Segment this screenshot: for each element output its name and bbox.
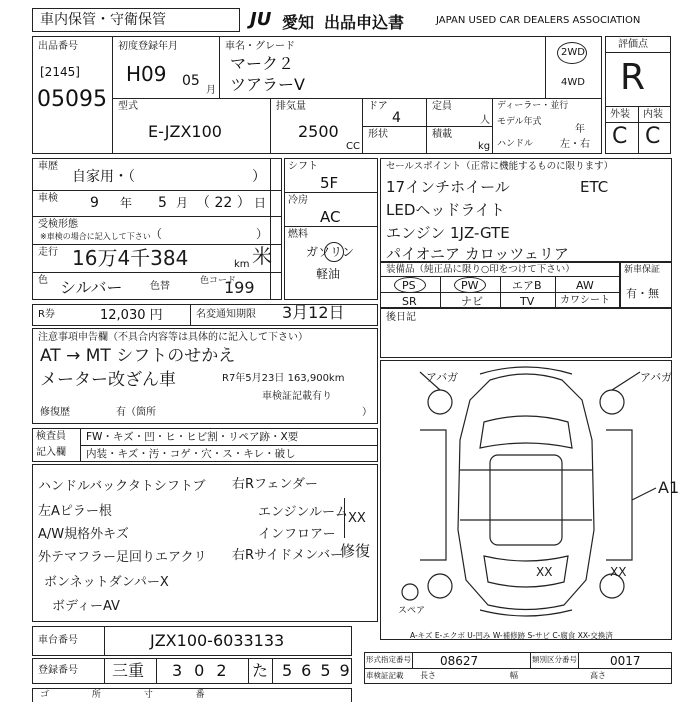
color-code-label: 色コード xyxy=(200,276,237,286)
inspection-year: 9 xyxy=(90,195,99,211)
inspection-year-unit: 年 xyxy=(120,196,133,210)
warranty-label: 新車保証 xyxy=(624,265,661,275)
fuel-gas: ガソリン xyxy=(306,245,355,259)
remark-5: ボンネットダンパーX xyxy=(44,575,169,590)
approval-label: 受検形態 xyxy=(38,219,78,230)
remark-right-1: 右Rフェンダー xyxy=(232,477,318,492)
later-input-box xyxy=(380,308,672,358)
doors-value: 4 xyxy=(392,110,401,126)
plate-number: 5659 xyxy=(282,661,359,680)
recycle-label: R券 xyxy=(38,309,55,320)
inspection-label: 車検 xyxy=(38,193,58,204)
notes-label: 注意事項申告欄（不具合内容等は具体的に記入して下さい） xyxy=(38,332,308,343)
notes-line2: メーター改ざん車 xyxy=(40,370,176,390)
repair-value: 有（箇所 xyxy=(116,407,156,418)
designation-value: 08627 xyxy=(440,654,479,668)
lot-number: 05095 xyxy=(37,87,107,112)
inspector-row-1: FW・キズ・凹・ヒ・ヒビ割・リペア跡・X要 xyxy=(86,431,299,443)
equip-ps: PS xyxy=(402,279,416,292)
type-label: 型式 xyxy=(118,101,138,112)
displacement-value: 2500 xyxy=(298,122,339,141)
inspector-label-1: 検査員 xyxy=(36,431,66,442)
category-label: 類別区分番号 xyxy=(532,655,577,664)
certificate-label: 車検証記載 xyxy=(366,671,404,680)
car-diagram xyxy=(380,360,672,622)
handle-label: ハンドル xyxy=(497,139,534,149)
equipment-label: 装備品（純正品に限り○印をつけて下さい） xyxy=(386,264,575,275)
notes-line2b: R7年5月23日 163,900km xyxy=(222,373,345,384)
plate-region: 三重 xyxy=(112,661,145,680)
mileage-label: 走行 xyxy=(38,247,58,258)
ac-label: 冷房 xyxy=(288,195,308,206)
recycle-value: 12,030 円 xyxy=(100,308,163,323)
model-label: 車名・グレード xyxy=(225,41,295,52)
inspection-month: 5 xyxy=(158,195,167,211)
capacity-unit: 人 xyxy=(480,115,490,126)
inspector-label-2: 記入欄 xyxy=(36,447,66,458)
fuel-label: 燃料 xyxy=(288,229,308,240)
equip-airbag: エアB xyxy=(512,279,542,292)
color-value: シルバー xyxy=(60,278,123,297)
repair-label: 修復歴 xyxy=(40,407,70,418)
storage-label: 車内保管・守衛保管 xyxy=(40,12,166,28)
warranty-value: 有・無 xyxy=(626,287,659,300)
spare-label: スペア xyxy=(398,606,426,616)
exterior-label: 外装 xyxy=(610,109,630,120)
displacement-label: 排気量 xyxy=(276,101,306,112)
registration-month: 05 xyxy=(182,73,200,89)
diagram-xx-1: XX xyxy=(536,565,553,579)
form-title: 出品申込書 xyxy=(324,13,405,32)
remark-xx: XX xyxy=(348,511,366,526)
fuel-light-oil: 軽油 xyxy=(316,267,341,281)
load-unit: kg xyxy=(478,141,491,152)
certificate-height: 高さ xyxy=(590,671,606,680)
inspection-month-unit: 月 xyxy=(176,196,189,210)
selling-point-4: エンジン 1JZ-GTE xyxy=(386,224,510,242)
selling-point-2: ETC xyxy=(580,178,609,196)
category-value: 0017 xyxy=(610,654,641,668)
diagram-legend: A-キズ E-エクボ U-凹み W-補修跡 S-サビ C-腐食 XX-交換済 xyxy=(410,631,613,640)
color-code: 199 xyxy=(224,278,255,297)
plate-class: 302 xyxy=(172,661,239,680)
plate-kana: た xyxy=(252,661,269,680)
history-value: 自家用・（ xyxy=(72,169,135,185)
model-name: マーク２ xyxy=(230,54,295,73)
shape-label: 形状 xyxy=(368,129,388,140)
displacement-unit: CC xyxy=(346,141,360,152)
capacity-label: 定員 xyxy=(432,101,452,112)
drive-2wd: 2WD xyxy=(561,47,585,58)
equip-pw: PW xyxy=(461,279,479,292)
inspector-row-2: 内装・キズ・汚・コゲ・穴・ス・キレ・破し xyxy=(86,448,296,460)
model-grade: ツアラーV xyxy=(230,75,305,94)
exterior-grade: C xyxy=(612,124,628,149)
interior-label: 内装 xyxy=(643,109,663,120)
handle-options: 左・右 xyxy=(560,139,590,150)
approval-open: （ xyxy=(150,227,163,241)
lot-label: 出品番号 xyxy=(38,41,78,52)
remark-2: 左Aピラー根 xyxy=(38,504,112,519)
ac-value: AC xyxy=(320,208,341,226)
equip-navi: ナビ xyxy=(461,295,483,308)
remark-right-3: インフロアー xyxy=(258,527,336,542)
lot-code: [2145] xyxy=(40,65,80,79)
shift-label: シフト xyxy=(288,161,318,172)
color-change-label: 色替 xyxy=(150,281,170,292)
equip-sr: SR xyxy=(402,295,417,308)
rating-label: 評価点 xyxy=(618,39,648,50)
remark-4: 外テマフラー足回りエアクリ xyxy=(38,550,207,565)
ju-logo: JU xyxy=(250,9,272,30)
doors-label: ドア xyxy=(368,101,388,112)
rating-value: R xyxy=(620,57,646,98)
association-name: JAPAN USED CAR DEALERS ASSOCIATION xyxy=(436,15,641,26)
remark-3: A/W規格外キズ xyxy=(38,527,129,542)
chassis-value: JZX100-6033133 xyxy=(150,631,285,650)
history-close: ） xyxy=(252,169,266,185)
diagram-xx-2: XX xyxy=(610,565,627,579)
remark-right-4: 右Rサイドメンバー xyxy=(232,548,344,563)
dealer-label: ディーラー・並行 xyxy=(497,101,569,111)
remark-1: ハンドルバックタトシフトブ xyxy=(38,479,206,494)
bottom-cut-text: ゴ 所 寸 番 xyxy=(40,690,225,700)
model-year-label: モデル年式 xyxy=(497,117,542,127)
selling-point-1: 17インチホイール xyxy=(386,178,510,196)
model-year-unit: 年 xyxy=(575,124,585,135)
mileage-unit: km xyxy=(234,259,250,270)
remark-6: ボディーAV xyxy=(52,599,120,614)
approval-note: ※車検の場合に記入して下さい xyxy=(40,232,151,241)
type-value: E-JZX100 xyxy=(148,122,222,141)
load-label: 積載 xyxy=(432,129,452,140)
selling-points-label: セールスポイント（正常に機能するものに限ります） xyxy=(386,161,614,172)
approval-close: ） xyxy=(256,227,269,241)
plate-label: 登録番号 xyxy=(38,665,78,676)
inspection-day-unit: 日 xyxy=(254,196,267,210)
notes-line3: 車検証記載有り xyxy=(262,391,332,402)
designation-label: 形式指定番号 xyxy=(366,655,411,664)
shift-value: 5F xyxy=(320,174,339,192)
remark-repair: 修復 xyxy=(340,542,371,560)
history-label: 車歴 xyxy=(38,161,58,172)
notice-value: 3月12日 xyxy=(282,303,345,322)
org-name: 愛知 xyxy=(282,13,315,32)
selling-point-3: LEDヘッドライト xyxy=(386,201,505,219)
registration-era-year: H09 xyxy=(126,62,167,86)
registration-label: 初度登録年月 xyxy=(118,41,178,52)
equip-tv: TV xyxy=(520,295,535,308)
certificate-width: 幅 xyxy=(510,671,518,680)
certificate-length: 長さ xyxy=(420,671,436,680)
registration-month-unit: 月 xyxy=(206,85,216,96)
interior-grade: C xyxy=(645,124,661,149)
notice-label: 名変通知期限 xyxy=(196,309,256,320)
diagram-tag-right: アバガ xyxy=(640,371,673,384)
later-input-label: 後日記 xyxy=(386,312,416,323)
repair-close: ） xyxy=(362,407,372,418)
mileage-value: 16万4千384 xyxy=(72,246,189,270)
equip-leather-seat: カワシート xyxy=(560,295,610,306)
color-label: 色 xyxy=(38,275,48,286)
equip-aw: AW xyxy=(576,279,594,292)
notes-line1: AT → MT シフトのせかえ xyxy=(40,346,236,366)
mileage-mark: 米 xyxy=(252,244,272,268)
drive-4wd: 4WD xyxy=(561,77,585,88)
diagram-tag-side: A1 xyxy=(658,478,680,497)
selling-point-5: パイオニア カロッツェリア xyxy=(386,245,569,263)
chassis-label: 車台番号 xyxy=(38,635,78,646)
remark-right-2: エンジンルーム xyxy=(258,505,349,520)
diagram-tag-left: アバガ xyxy=(426,371,459,384)
inspection-day: （ 22 ） xyxy=(196,195,251,211)
remark-bracket xyxy=(338,498,345,538)
